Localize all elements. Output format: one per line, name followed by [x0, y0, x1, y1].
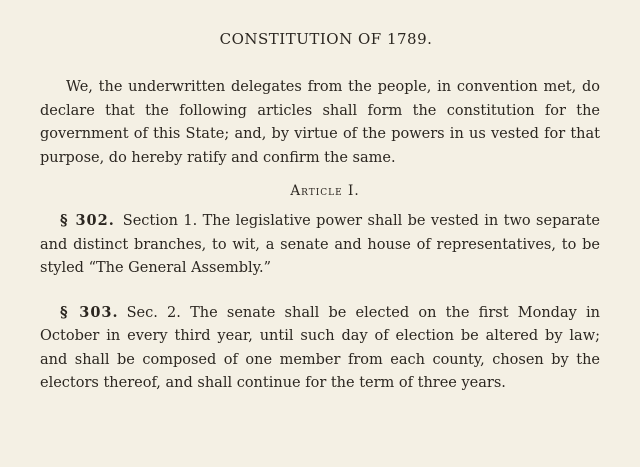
section-number: § 302.	[60, 212, 115, 229]
preamble-paragraph: We, the underwritten delegates from the people, in convention met, do declare that the following articles shall form the constitution for the government of this State; and, by virtue of the powers in us vested for that purpose, do hereby ratify and confirm the same.	[40, 79, 600, 166]
article-heading: Article I.	[290, 183, 360, 199]
section-text: Section 1. The legislative power shall be vested in two separate and distinct branches, to wit, a senate and house of representatives, to be styled “The General Assembly.”	[40, 213, 600, 276]
document-title: CONSTITUTION OF 1789.	[219, 30, 433, 48]
section-text: Sec. 2. The senate shall be elected on the first Monday in October in every third year, until such day of election be altered by law; and shall be composed of one member from each county, chosen by the electors thereof, and shall continue for the term of three years.	[40, 304, 600, 391]
section-303	[40, 301, 600, 396]
section-number: § 303.	[60, 303, 119, 321]
section-302	[40, 209, 600, 281]
